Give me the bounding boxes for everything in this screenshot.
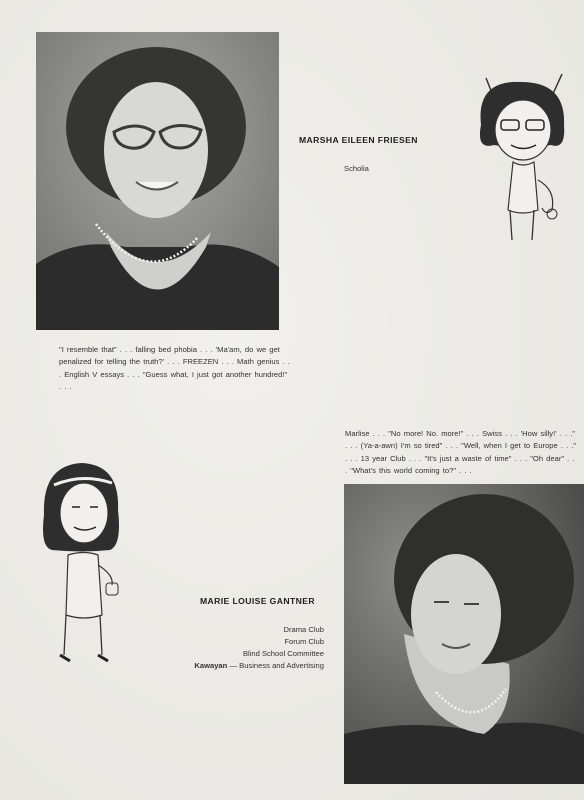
- quote-marsha: "I resemble that" . . . falling bed phobia . . . 'Ma'am, do we get penalized for telling the truth?' . . . FREEZEN . . . Math genius . . . English V essays . . . "Guess what, I just got another hundred!" . . .: [59, 345, 290, 391]
- activity-item-kawayan: [194, 660, 324, 672]
- caricature-marsha: [466, 70, 576, 245]
- caricature-marie: [32, 455, 132, 670]
- activity-item: Drama Club: [283, 625, 324, 634]
- activities-marie: [194, 624, 324, 672]
- student-name-marie: MARIE LOUISE GANTNER: [200, 596, 315, 606]
- portrait-photo-marie: [344, 484, 584, 784]
- student-name-marsha: MARSHA EILEEN FRIESEN: [299, 135, 418, 145]
- quote-marie: Marlise . . . "No more! No. more!" . . . Swiss . . . 'How silly!' . . ." . . . (Ya-a-awn) I'm so tired" . . . "Well, when I get to Europe . . ." . . . 13 year Club . . . "It's just a waste of time" . . . "Oh dear" . . . "What's this world coming to?" . . .: [345, 429, 577, 475]
- activity-role: — Business and Advertising: [229, 661, 324, 670]
- portrait-photo-marsha: [36, 32, 279, 330]
- activity-org: Kawayan: [194, 661, 228, 670]
- activities-marsha: [344, 163, 369, 175]
- activity-item: Blind School Committee: [242, 649, 324, 658]
- activity-item: Scholia: [344, 164, 369, 173]
- activity-item: Forum Club: [284, 637, 324, 646]
